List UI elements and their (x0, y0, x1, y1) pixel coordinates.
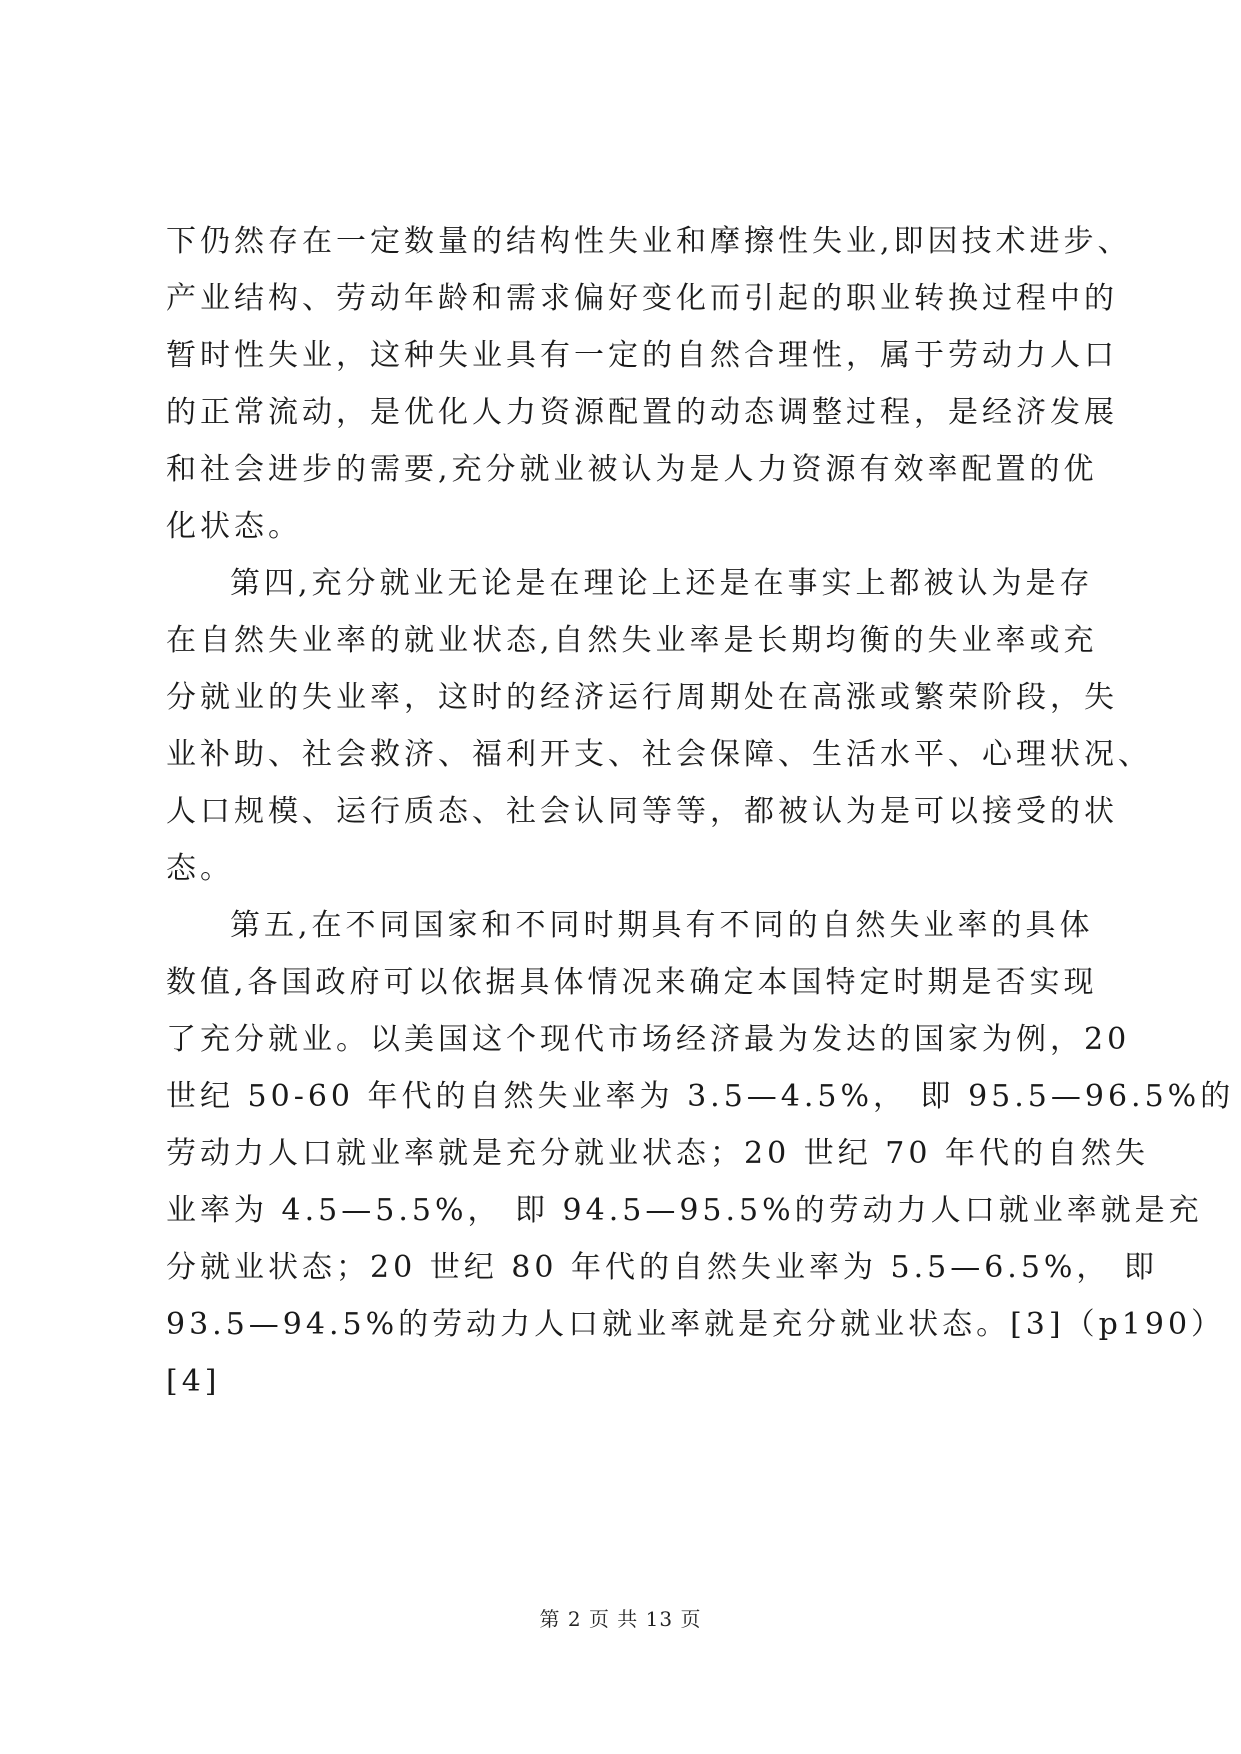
text-line: 在自然失业率的就业状态,自然失业率是长期均衡的失业率或充 (166, 623, 1098, 658)
page-number-footer: 第 2 页 共 13 页 (539, 1607, 702, 1631)
text-line: 产业结构、劳动年龄和需求偏好变化而引起的职业转换过程中的 (166, 281, 1118, 316)
text-line: 下仍然存在一定数量的结构性失业和摩擦性失业,即因技术进步、 (166, 224, 1132, 259)
text-line: 分就业状态；20 世纪 80 年代的自然失业率为 5.5—6.5%， 即 (166, 1250, 1158, 1285)
text-line: 和社会进步的需要,充分就业被认为是人力资源有效率配置的优 (166, 452, 1098, 487)
text-line: 分就业的失业率，这时的经济运行周期处在高涨或繁荣阶段，失 (166, 680, 1118, 715)
text-line: 的正常流动，是优化人力资源配置的动态调整过程，是经济发展 (166, 395, 1118, 430)
text-line: 态。 (166, 851, 234, 886)
text-line: 数值,各国政府可以依据具体情况来确定本国特定时期是否实现 (166, 965, 1098, 1000)
text-line: 人口规模、运行质态、社会认同等等，都被认为是可以接受的状 (166, 794, 1118, 829)
text-line: [4] (166, 1364, 221, 1399)
paragraph-start-line: 第四,充分就业无论是在理论上还是在事实上都被认为是存 (230, 566, 1094, 601)
text-line: 业补助、社会救济、福利开支、社会保障、生活水平、心理状况、 (166, 737, 1152, 772)
paragraph-start-line: 第五,在不同国家和不同时期具有不同的自然失业率的具体 (230, 908, 1094, 943)
text-line: 业率为 4.5—5.5%， 即 94.5—95.5%的劳动力人口就业率就是充 (166, 1193, 1203, 1228)
text-line: 93.5—94.5%的劳动力人口就业率就是充分就业状态。[3]（p190） (166, 1307, 1226, 1342)
text-line: 劳动力人口就业率就是充分就业状态；20 世纪 70 年代的自然失 (166, 1136, 1149, 1171)
text-line: 了充分就业。以美国这个现代市场经济最为发达的国家为例，20 (166, 1022, 1131, 1057)
text-line: 暂时性失业，这种失业具有一定的自然合理性，属于劳动力人口 (166, 338, 1118, 373)
text-line: 世纪 50-60 年代的自然失业率为 3.5—4.5%， 即 95.5—96.5%的 (166, 1079, 1235, 1114)
text-line: 化状态。 (166, 509, 302, 544)
